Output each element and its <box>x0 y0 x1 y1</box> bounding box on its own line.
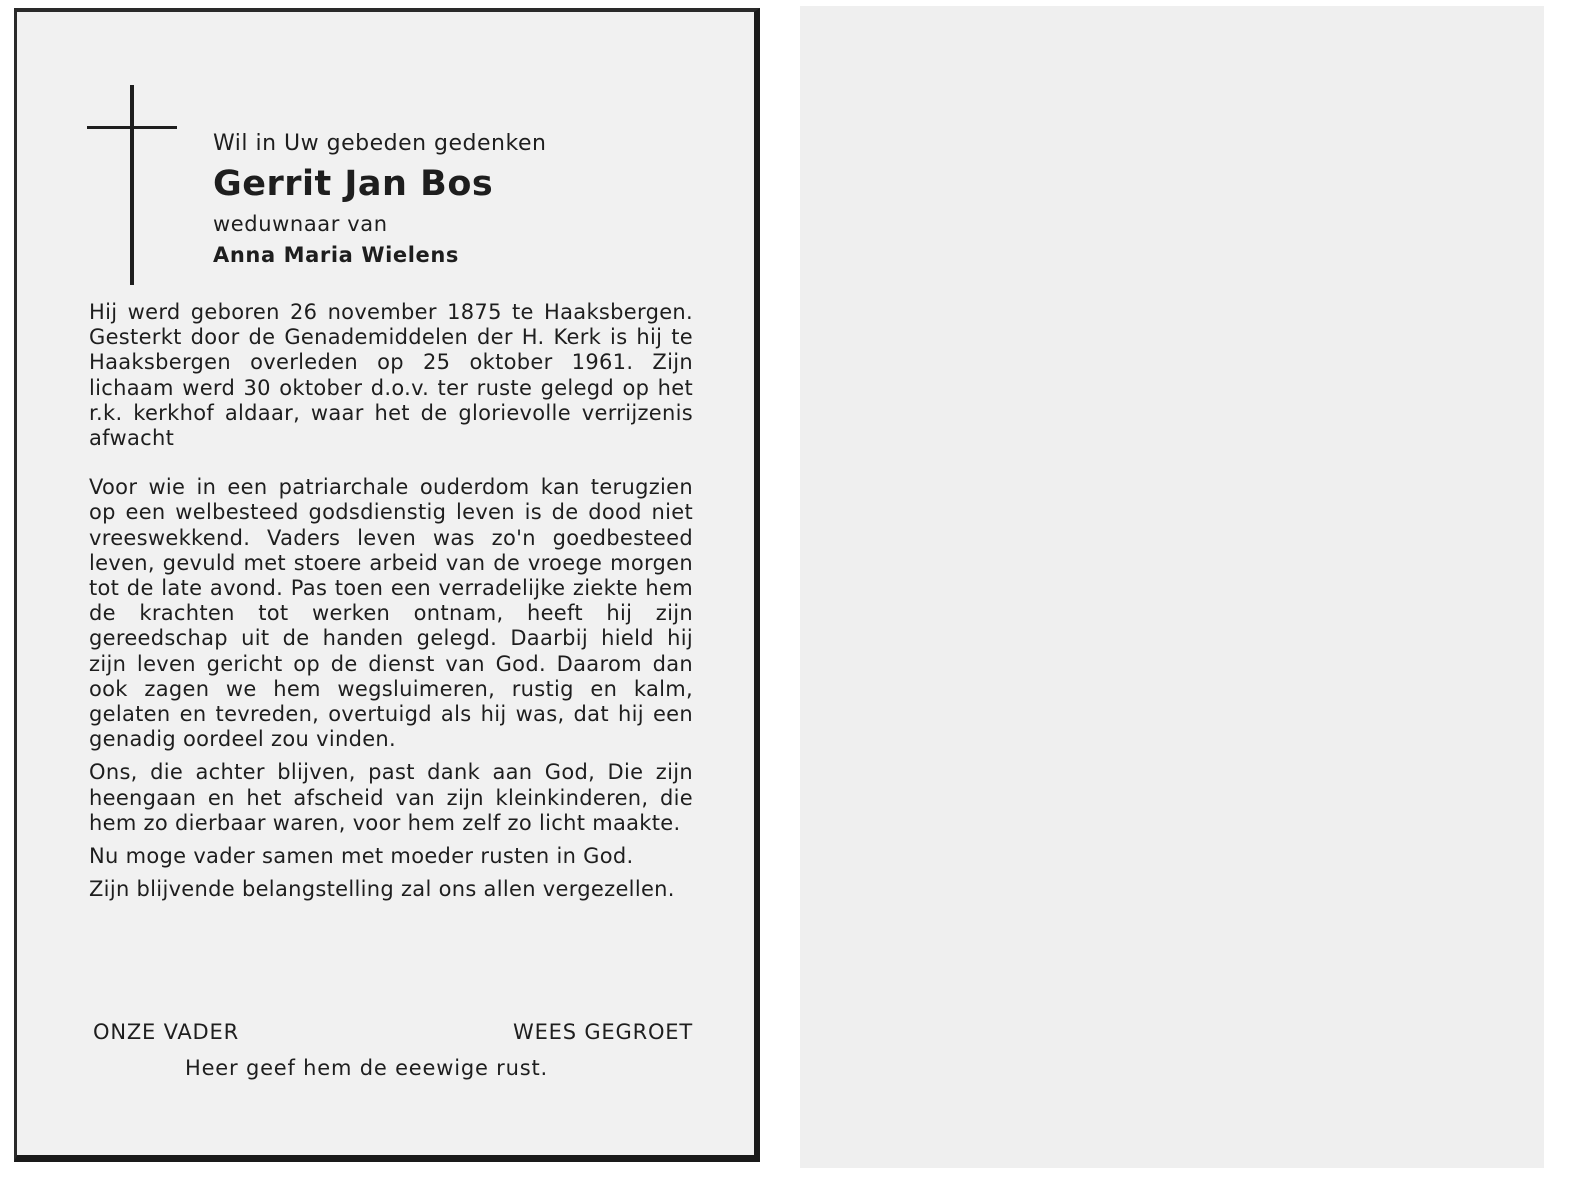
memorial-card-front <box>14 8 760 1162</box>
spouse-name: Anna Maria Wielens <box>213 243 460 267</box>
prayer-wees-gegroet: WEES GEGROET <box>513 1020 693 1044</box>
cross-icon-bar <box>87 126 177 129</box>
paragraph-thanks: Ons, die achter blijven, past dank aan God, Die zijn heengaan en het afscheid van zijn kleinkinderen, die hem zo dierbaar waren, voor hem zelf zo licht maakte. <box>89 760 693 835</box>
card-body <box>89 300 693 902</box>
cross-icon <box>130 85 134 285</box>
deceased-name: Gerrit Jan Bos <box>213 164 494 204</box>
intro-line: Wil in Uw gebeden gedenken <box>213 131 547 156</box>
paragraph-biography: Hij werd geboren 26 november 1875 te Haaksbergen. Gesterkt door de Genademiddelen der H. Kerk is hij te Haaksbergen overleden op 25 oktober 1961. Zijn lichaam werd 30 oktober d.o.v. ter ruste gelegd op het r.k. kerkhof aldaar, waar het de glorievolle verrijzenis afwacht <box>89 300 693 451</box>
closing-line: Heer geef hem de eeewige rust. <box>185 1056 548 1080</box>
paragraph-tribute: Voor wie in een patriarchale ouderdom kan terugzien op een welbesteed godsdienstig leven is de dood niet vreeswekkend. Vaders leven was zo'n goedbesteed leven, gevuld met stoere arbeid van de vroege morgen tot de late avond. Pas toen een verradelijke ziekte hem de krachten tot werken ontnam, heeft hij zijn gereedschap uit de handen gelegd. Daarbij hield hij zijn leven gericht op de dienst van God. Daarom dan ook zagen we hem wegsluimeren, rustig en kalm, gelaten en tevreden, overtuigd als hij was, dat hij een genadig oordeel zou vinden. <box>89 475 693 752</box>
paragraph-interest: Zijn blijvende belangstelling zal ons allen vergezellen. <box>89 877 675 902</box>
paragraph-rest: Nu moge vader samen met moeder rusten in God. <box>89 844 634 869</box>
relation-line: weduwnaar van <box>213 212 388 236</box>
card-header <box>213 130 673 270</box>
prayer-onze-vader: ONZE VADER <box>93 1020 239 1044</box>
memorial-card-back <box>800 6 1544 1168</box>
